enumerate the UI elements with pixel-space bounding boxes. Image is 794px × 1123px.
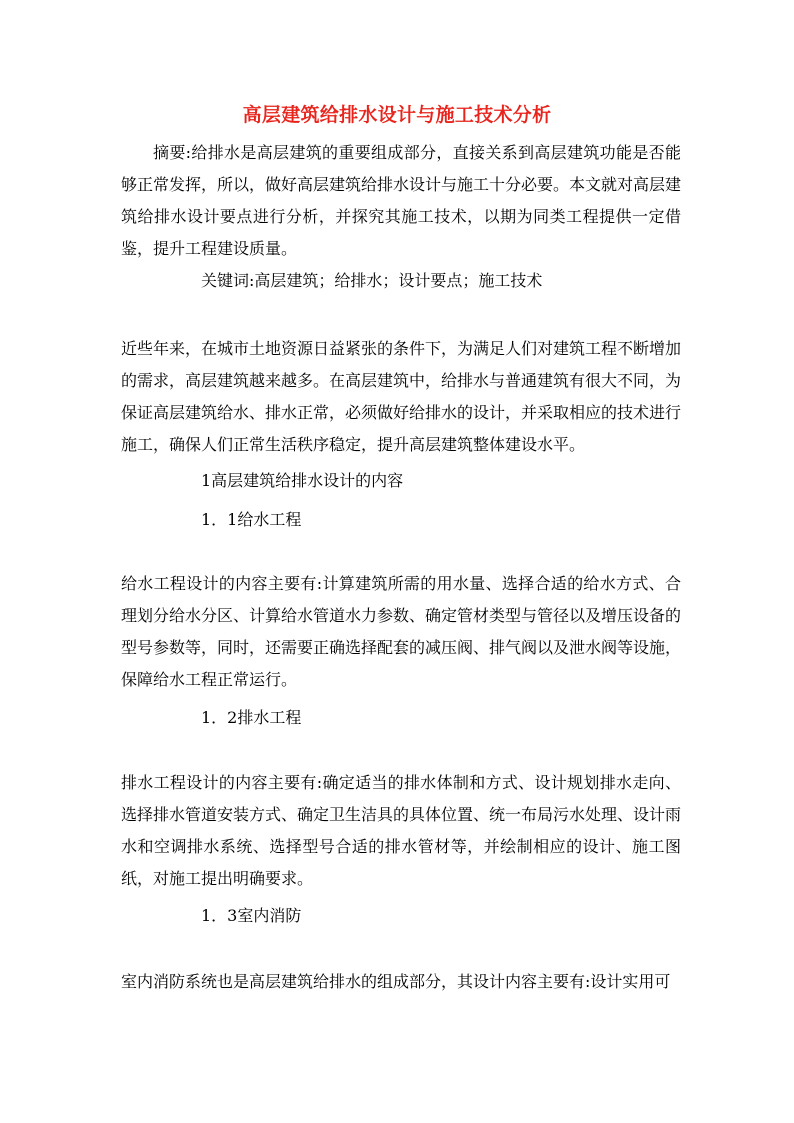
keywords-line: 关键词:高层建筑；给排水；设计要点；施工技术 (201, 271, 543, 290)
section-1-1-heading: 1．1给水工程 (201, 510, 302, 529)
section-1-2-body: 排水工程设计的内容主要有:确定适当的排水体制和方式、设计规划排水走向、选择排水管道安装方式、确定卫生洁具的具体位置、统一布局污水处理、设计雨水和空调排水系统、选择型号合适的排水管材等，并绘制相应的设计、施工图纸，对施工提出明确要求。 (121, 773, 682, 888)
section-1-1-body: 给水工程设计的内容主要有:计算建筑所需的用水量、选择合适的给水方式、合理划分给水分区、计算给水管道水力参数、确定管材类型与管径以及增压设备的型号参数等，同时，还需要正确选择配套的减压阀、排气阀以及泄水阀等设施，保障给水工程正常运行。 (121, 574, 682, 689)
section-1-3-body: 室内消防系统也是高层建筑给排水的组成部分，其设计内容主要有:设计实用可 (121, 972, 671, 991)
section-1-2-heading: 1．2排水工程 (201, 708, 302, 727)
section-1-3-heading: 1．3室内消防 (201, 906, 302, 925)
intro-paragraph: 近些年来，在城市土地资源日益紧张的条件下，为满足人们对建筑工程不断增加的需求，高层建筑越来越多。在高层建筑中，给排水与普通建筑有很大不同，为保证高层建筑给水、排水正常，必须做好给排水的设计，并采取相应的技术进行施工，确保人们正常生活秩序稳定，提升高层建筑整体建设水平。 (121, 339, 682, 454)
document-title: 高层建筑给排水设计与施工技术分析 (242, 104, 552, 126)
section-1-heading: 1高层建筑给排水设计的内容 (201, 471, 404, 490)
abstract-paragraph: 摘要:给排水是高层建筑的重要组成部分，直接关系到高层建筑功能是否能够正常发挥，所以，做好高层建筑给排水设计与施工十分必要。本文就对高层建筑给排水设计要点进行分析，并探究其施工技术，以期为同类工程提供一定借鉴，提升工程建设质量。 (121, 143, 682, 258)
